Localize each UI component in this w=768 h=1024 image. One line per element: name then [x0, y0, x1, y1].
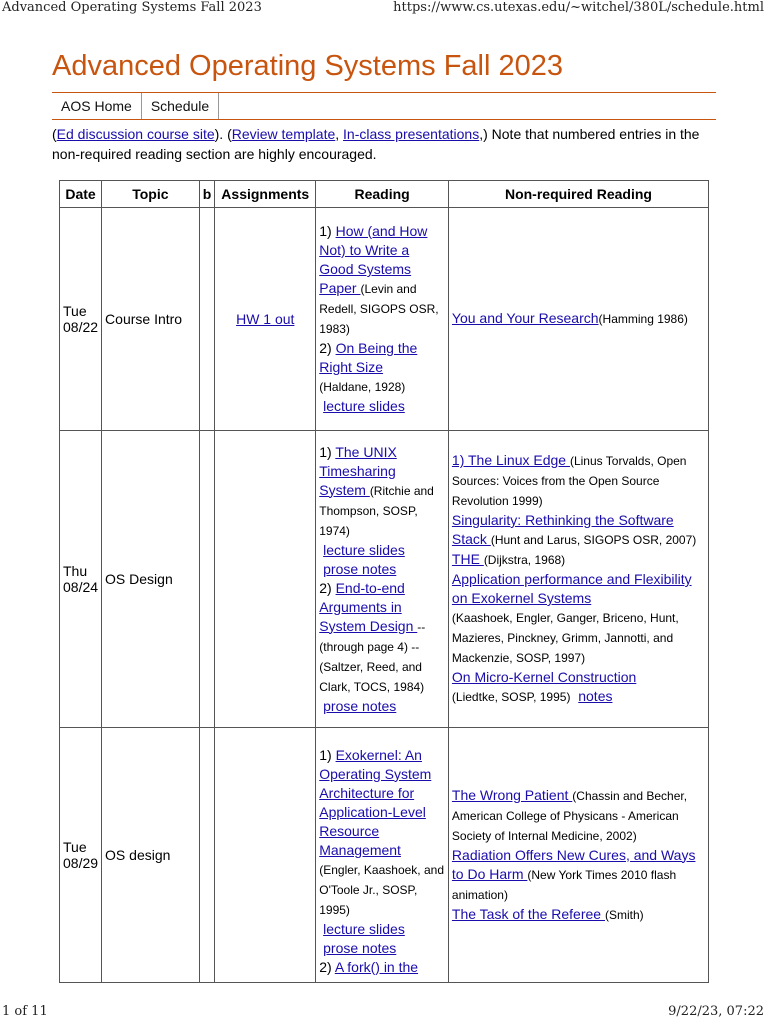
nav-item-schedule[interactable]: Schedule: [142, 93, 219, 119]
assignment-cell: [215, 208, 316, 431]
nonrequired-link[interactable]: On Micro-Kernel Construction: [451, 669, 637, 685]
header-nonrequired: Non-required Reading: [448, 181, 708, 208]
header-topic: Topic: [102, 181, 200, 208]
intro-text: ,: [335, 126, 344, 142]
nonrequired-citation: (Chassin and Becher, American College of Physicans - American Society of Internal Medicine, 2002): [451, 788, 688, 843]
nonrequired-citation: (Liedtke, SOSP, 1995): [451, 690, 571, 704]
reading-citation: (Haldane, 1928): [319, 380, 406, 394]
header-reading: Reading: [316, 181, 449, 208]
nonrequired-citation: (Hamming 1986): [598, 312, 688, 326]
nonrequired-citation: (Hunt and Larus, SIGOPS OSR, 2007): [490, 533, 697, 547]
reading-link[interactable]: The UNIX Timesharing System: [319, 443, 397, 498]
reading-link[interactable]: How (and How Not) to Write a Good Systems Paper: [319, 223, 428, 296]
schedule-table: [59, 180, 709, 983]
date-cell: Tue 08/22: [60, 208, 102, 431]
assignment-link[interactable]: HW 1 out: [236, 311, 295, 327]
prose-notes-link[interactable]: prose notes: [323, 560, 397, 577]
nonrequired-citation: (Linus Torvalds, Open Sources: Voices from the Open Source Revolution 1999): [451, 454, 687, 508]
intro-paragraph: [52, 124, 712, 164]
prose-notes-link[interactable]: prose notes: [323, 697, 397, 714]
intro-text: ,) Note that numbered entries in the non-required reading section are highly encouraged.: [52, 126, 700, 162]
reading-cell: [316, 431, 449, 728]
nonrequired-link[interactable]: The Task of the Referee: [451, 905, 605, 922]
assignment-cell: [215, 728, 316, 983]
print-datetime: 9/22/23, 07:22: [668, 1004, 764, 1019]
topic-cell: OS design: [102, 728, 200, 983]
prose-notes-link[interactable]: prose notes: [323, 939, 397, 956]
nonrequired-link[interactable]: Radiation Offers New Cures, and Ways to Do Harm: [451, 846, 696, 882]
nav-item-aos-home[interactable]: AOS Home: [52, 93, 142, 119]
print-header: [0, 0, 768, 22]
header-assignments: Assignments: [215, 181, 316, 208]
reading-number: 1): [319, 223, 336, 239]
ed-discussion-link[interactable]: Ed discussion course site: [56, 126, 215, 142]
intro-text: ). (: [214, 126, 232, 142]
lecture-slides-link[interactable]: lecture slides: [323, 541, 405, 558]
intro-text: (: [52, 126, 57, 142]
reading-cell: [316, 208, 449, 431]
nonrequired-cell: [448, 431, 708, 728]
header-b: b: [199, 181, 215, 208]
header-date: Date: [60, 181, 102, 208]
date-cell: Thu 08/24: [60, 431, 102, 728]
nonrequired-link[interactable]: The Wrong Patient: [451, 786, 573, 803]
reading-cell: [316, 728, 449, 983]
in-class-presentations-link[interactable]: In-class presentations: [343, 126, 480, 142]
lecture-slides-link[interactable]: lecture slides: [323, 398, 405, 414]
lecture-slides-link[interactable]: lecture slides: [323, 920, 405, 937]
nonrequired-link[interactable]: THE: [451, 551, 484, 567]
reading-citation: -- (through page 4) -- (Saltzer, Reed, and Clark, TOCS, 1984): [319, 619, 426, 694]
topic-cell: Course Intro: [102, 208, 200, 431]
b-cell: [199, 431, 215, 728]
b-cell: [199, 728, 215, 983]
print-header-url: https://www.cs.utexas.edu/~witchel/380L/schedule.html: [393, 0, 764, 15]
nonrequired-citation: (Dijkstra, 1968): [483, 553, 566, 567]
reading-link[interactable]: End-to-end Arguments in System Design: [319, 579, 418, 634]
reading-number: 2): [319, 958, 335, 975]
nonrequired-cell: [448, 728, 708, 983]
nonrequired-citation: (New York Times 2010 flash animation): [451, 867, 677, 902]
nav-bar: [52, 92, 716, 120]
table-row: [60, 431, 709, 728]
nonrequired-link[interactable]: You and Your Research: [451, 310, 599, 326]
nonrequired-link[interactable]: Singularity: Rethinking the Software Stack: [451, 512, 674, 547]
table-header-row: [60, 181, 709, 208]
reading-citation: (Engler, Kaashoek, and O'Toole Jr., SOSP, 1995): [319, 862, 444, 917]
review-template-link[interactable]: Review template: [231, 126, 336, 142]
table-row: [60, 208, 709, 431]
reading-link[interactable]: On Being the Right Size: [319, 340, 418, 375]
assignment-cell: [215, 431, 316, 728]
page-number: 1 of 11: [2, 1004, 48, 1019]
date-cell: Tue 08/29: [60, 728, 102, 983]
reading-number: 2): [319, 579, 336, 596]
notes-link[interactable]: notes: [578, 688, 613, 704]
nonrequired-link[interactable]: 1) The Linux Edge: [451, 452, 570, 468]
nonrequired-citation: (Smith): [604, 907, 644, 922]
reading-number: 1): [319, 443, 336, 460]
reading-link[interactable]: A fork() in the: [334, 958, 419, 975]
nonrequired-citation: (Kaashoek, Engler, Ganger, Briceno, Hunt, Mazieres, Pinckney, Grimm, Jannotti, and Mackenzie, SOSP, 1997): [451, 611, 679, 665]
reading-citation: (Ritchie and Thompson, SOSP, 1974): [319, 483, 434, 538]
b-cell: [199, 208, 215, 431]
reading-link[interactable]: Exokernel: An Operating System Architecture for Application-Level Resource Management: [319, 746, 432, 858]
page-title: Advanced Operating Systems Fall 2023: [52, 50, 563, 82]
reading-number: 2): [319, 340, 336, 356]
reading-number: 1): [319, 746, 336, 763]
table-row: [60, 728, 709, 983]
reading-citation: (Levin and Redell, SIGOPS OSR, 1983): [319, 282, 439, 336]
print-footer: [0, 1002, 768, 1024]
topic-cell: OS Design: [102, 431, 200, 728]
nonrequired-cell: [448, 208, 708, 431]
nonrequired-link[interactable]: Application performance and Flexibility on Exokernel Systems: [451, 571, 692, 606]
print-header-title: Advanced Operating Systems Fall 2023: [2, 0, 262, 15]
